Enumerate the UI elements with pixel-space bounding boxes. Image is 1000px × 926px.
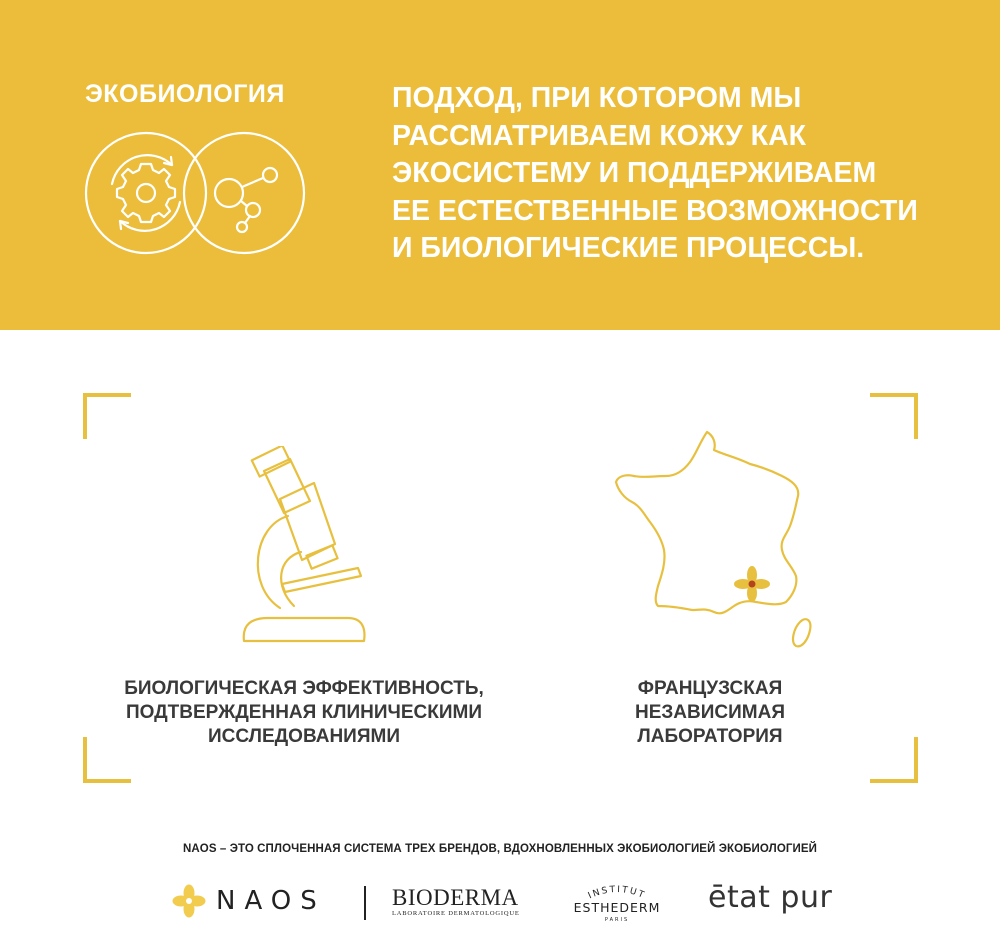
esthederm-institut: INSTITUT bbox=[586, 884, 648, 902]
eco-tagline: ПОДХОД, ПРИ КОТОРОМ МЫ РАССМАТРИВАЕМ КОЖУ КАК ЭКОСИСТЕМУ И ПОДДЕРЖИВАЕМ ЕЕ ЕСТЕСТВЕННЫЕ ВОЗМОЖНОСТИ И БИОЛОГИЧЕСКИЕ ПРОЦЕССЫ. bbox=[392, 82, 918, 264]
naos-wordmark: NAOS bbox=[216, 886, 326, 916]
etat-pur-logo[interactable]: ētat pur bbox=[708, 880, 833, 915]
ecobiology-logo bbox=[84, 128, 306, 258]
esthederm-arc-text bbox=[557, 880, 677, 902]
flower-marker-icon bbox=[734, 566, 770, 602]
naos-logo[interactable] bbox=[172, 884, 326, 918]
corner-bracket-top-right bbox=[868, 393, 918, 441]
molecule-icon bbox=[215, 168, 277, 232]
brand-divider bbox=[364, 886, 366, 920]
microscope-icon bbox=[238, 446, 370, 648]
svg-text:INSTITUT bbox=[587, 885, 647, 901]
corner-bracket-bottom-right bbox=[868, 735, 918, 783]
esthederm-wordmark: ESTHEDERM bbox=[573, 900, 661, 915]
feature-caption-clinical: БИОЛОГИЧЕСКАЯ ЭФФЕКТИВНОСТЬ, ПОДТВЕРЖДЕННАЯ КЛИНИЧЕСКИМИ ИССЛЕДОВАНИЯМИ bbox=[124, 678, 484, 747]
bioderma-subtitle: LABORATOIRE DERMATOLOGIQUE bbox=[392, 910, 520, 917]
gear-cycle-icon bbox=[112, 155, 180, 231]
esthederm-city: PARIS bbox=[604, 917, 630, 923]
feature-caption-lab: ФРАНЦУЗСКАЯ НЕЗАВИСИМАЯ ЛАБОРАТОРИЯ bbox=[635, 678, 785, 747]
corner-bracket-top-left bbox=[83, 393, 133, 441]
footer-text: NAOS – ЭТО СПЛОЧЕННАЯ СИСТЕМА ТРЕХ БРЕНДОВ, ВДОХНОВЛЕННЫХ ЭКОБИОЛОГИЕЙ ЭКОБИОЛОГИЕЙ bbox=[182, 843, 818, 855]
eco-title: ЭКОБИОЛОГИЯ bbox=[85, 80, 285, 108]
eco-banner bbox=[0, 0, 1000, 330]
france-map-icon bbox=[610, 430, 820, 660]
bioderma-logo[interactable] bbox=[392, 886, 520, 917]
naos-flower-icon bbox=[172, 884, 206, 918]
bioderma-wordmark: BIODERMA bbox=[392, 885, 519, 910]
brand-row bbox=[0, 876, 1000, 926]
